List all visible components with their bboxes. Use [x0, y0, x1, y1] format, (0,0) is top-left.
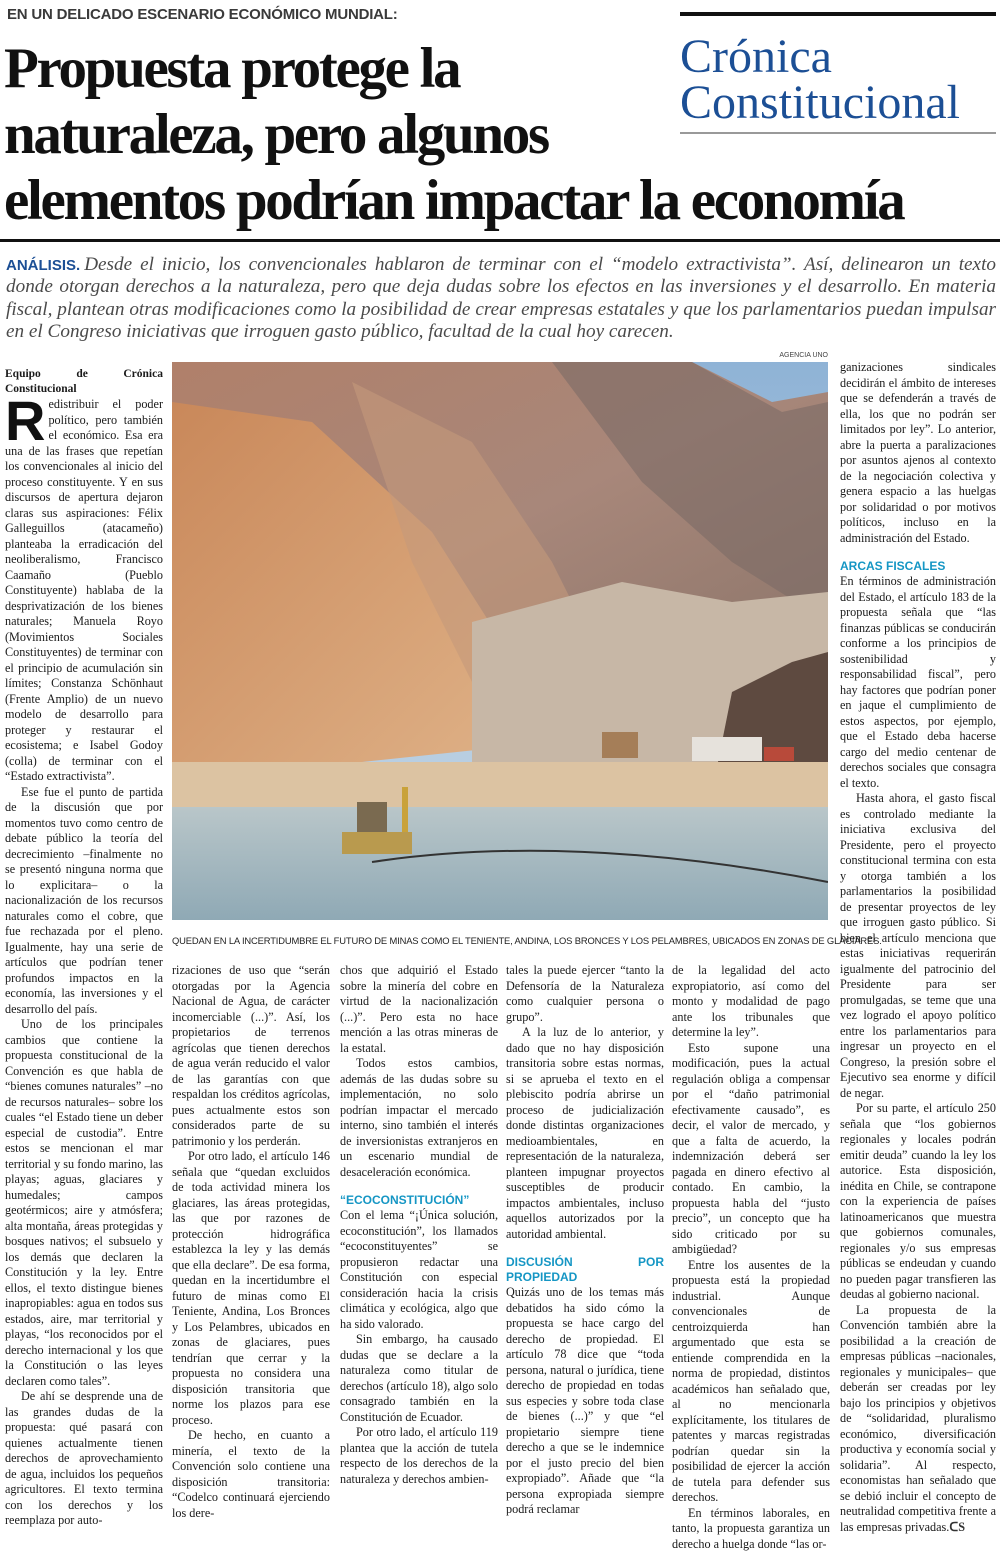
photo-credit: AGENCIA UNO [700, 352, 828, 359]
paragraph [340, 1056, 498, 1180]
paragraph [672, 1041, 830, 1258]
column-6 [840, 360, 996, 1535]
column-3 [340, 963, 498, 1487]
paragraph [5, 785, 163, 1018]
paragraph [672, 963, 830, 1041]
section-logo-line: Crónica [680, 34, 996, 80]
headline-line: elementos podrían impactar la economía [4, 168, 903, 234]
column-5 [672, 963, 830, 1552]
paragraph [340, 963, 498, 1056]
photo-mine-landscape [172, 362, 828, 920]
paragraph-text: En términos laborales, en tanto, la propuesta garantiza un derecho a huelga donde “las or- [672, 1506, 830, 1551]
paragraph [172, 1149, 330, 1428]
paragraph-text: La propuesta de la Convención también abre la posibilidad a la creación de empresas públicas –nacionales, regionales y municipales– que deberán ser creadas por ley bajo los principios y objetivos de “solidaridad, pluralismo económico, diversificación productiva y economía social y solidaria”. Al respecto, economistas han señalado que se debió incluir el concepto de neutralidad competitiva frente a las empresas privadas. [840, 1303, 996, 1534]
paragraph-text: Hasta ahora, el gasto fiscal es controlado mediante la iniciativa exclusiva del Presidente, pero el proyecto constitucional termina con esta y otorga también a los parlamentarios la posibilidad de presentar proyectos de ley que irroguen gasto público. Si bien el artículo menciona que estas iniciativas requerirán igualmente del patrocinio del Presidente para ser promulgadas, se teme que una vez logrado el apoyo político entre los parlamentarios para ingresar un proyecto en el Congreso, la presión sobre el Ejecutivo sea enorme y difícil de negar. [840, 791, 996, 1100]
paragraph-text: Por otro lado, el artículo 146 señala que “quedan excluidos de toda actividad minera los glaciares, las áreas protegidas, las que por razones de protección hidrográfica establezca la ley y las demás que ella declare”. De esa forma, quedan en la incertidumbre el futuro de minas como El Teniente, Andina, Los Bronces y Los Pelambres, ubicados en zonas de glaciares, pues tendrían que cerrar y la propuesta no considera una disposición transitoria que norme los plazos para ese proceso. [172, 1149, 330, 1427]
paragraph [506, 1285, 664, 1518]
paragraph-text: Ese fue el punto de partida de la discusión que por momentos tuvo como centro de debate público la teoría del decrecimiento –finalmente no se presentó ninguna norma que lo explicitara– o la nacionalización de los recursos naturales como el cobre, que fue rechazada por el pleno. Igualmente, hay una serie de artículos que podrían tener profundos impactos en la economía, las inversiones y el desarrollo del país. [5, 785, 163, 1016]
paragraph [840, 791, 996, 1101]
subheading: ARCAS FISCALES [840, 559, 996, 574]
paragraph-text: Por su parte, el artículo 250 señala que “los gobiernos regionales y locales podrán emitir deuda” cuando la ley los autorice. Esta disposición, inédita en Chile, se contrapone con la experiencia de países latinoamericanos que muestra que gobiernos comunales, regionales y/o sus empresas públicas se endeudan y cuando no pueden pagar transfieren las deudas al gobierno nacional. [840, 1101, 996, 1301]
paragraph [340, 1425, 498, 1487]
paragraph-text: Con el lema “¡Única solución, ecoconstitución”, los llamados “ecoconstituyentes” se propusieron redactar una Constitución con especial consideración hacia la crisis climática y ecológica, algo que ha sido valorado. [340, 1208, 498, 1331]
paragraph-text: rizaciones de uso que “serán otorgadas por la Agencia Nacional de Agua, de carácter incomerciable (...)”. Así, los propietarios de terrenos agrícolas que tienen derechos de agua verán reducido el valor de las garantías con que respaldan los créditos agrícolas, pues actualmente estos son considerados parte de su patrimonio y los perderán. [172, 963, 330, 1148]
section-logo-line: Constitucional [680, 80, 996, 126]
lead-label: ANÁLISIS. [6, 257, 80, 274]
lead-text: Desde el inicio, los convencionales hablaron de terminar con el “modelo extractivista”. Así, delinearon un texto donde otorgan derechos a la naturaleza, pero que deja dudas sobre los efectos en las inversiones y el desarrollo. En materia fiscal, plantean otras modificaciones como la posibilidad de crear empresas estatales y que los parlamentarios puedan impulsar en el Congreso iniciativas que irroguen gasto público, facultad de la cual hoy carecen. [6, 254, 996, 342]
subheading: DISCUSIÓN POR PROPIEDAD [506, 1255, 664, 1285]
headline-line: naturaleza, pero algunos [4, 102, 903, 168]
paragraph-text: Sin embargo, ha causado dudas que se declare a la naturaleza como titular de derechos (artículo 18), algo solo consagrado también en la Constitución de Ecuador. [340, 1332, 498, 1424]
paragraph [172, 963, 330, 1149]
paragraph [5, 1389, 163, 1529]
paragraph [340, 1332, 498, 1425]
paragraph-text: tales la puede ejercer “tanto la Defensoría de la Naturaleza como cualquier persona o grupo”. [506, 963, 664, 1024]
paragraph-text: En términos de administración del Estado, el artículo 183 de la propuesta señala que “las finanzas públicas se conducirán conforme a los principios de sostenibilidad y responsabilidad fiscal”, pero hay factores que podrían poner en jaque el cumplimiento de estos aspectos, por ejemplo, que el Estado deba hacerse cargo del medio centenar de derechos sociales que consagra el texto. [840, 574, 996, 790]
paragraph [840, 1303, 996, 1536]
lead-paragraph [6, 254, 996, 343]
paragraph-text: chos que adquirió el Estado sobre la minería del cobre en virtud de la nacionalización (...)”. Pero esta no hace mención a las otras mineras de la estatal. [340, 963, 498, 1055]
paragraph-text: Uno de los principales cambios que contiene la propuesta constitucional de la Convención es que habla de “bienes comunes naturales” –no de recursos naturales– sobre los cuales “el Estado tiene un deber especial de custodia”. Entre estos se mencionan el mar territorial y su fondo marino, las playas; aguas, glaciares y humedales; campos geotérmicos; aire y atmósfera; alta montaña, áreas protegidas y bosques nativos; el subsuelo y los demás que declaren la Constitución y la ley. Entre ellos, el texto distingue bienes inapropiables: agua en todos sus estados, aire, mar territorial y playas, “los reconocidos por el derecho internacional y los que la Constitución o las leyes declaren como tales”. [5, 1017, 163, 1388]
paragraph [506, 963, 664, 1025]
kicker: EN UN DELICADO ESCENARIO ECONÓMICO MUNDIAL: [7, 6, 398, 23]
paragraph-text: ganizaciones sindicales decidirán el ámbito de intereses que se defenderán a través de ella, los que no podrán ser limitados por ley”. Lo anterior, abre la puerta a paralizaciones por asuntos ajenos al contexto de la negociación colectiva y genera espacio a las huelgas por solidaridad o por motivos políticos, incluso en la administración del Estado. [840, 360, 996, 545]
photo-caption: QUEDAN EN LA INCERTIDUMBRE EL FUTURO DE MINAS COMO EL TENIENTE, ANDINA, LOS BRONCES Y LOS PELAMBRES, UBICADOS EN ZONAS DE GLACIARES. [172, 935, 832, 946]
paragraph-text: De hecho, en cuanto a minería, el texto de la Convención solo contiene una disposición transitoria: “Codelco continuará ejerciendo los dere- [172, 1428, 330, 1520]
paragraph [172, 1428, 330, 1521]
paragraph-text: De ahí se desprende una de las grandes dudas de la propuesta: qué pasará con quienes actualmente tienen derechos de aprovechamiento de agua, incluidos los pequeños agricultores. El texto termina con los derechos y los reemplaza por auto- [5, 1389, 163, 1527]
section-logo [680, 12, 996, 134]
paragraph-text: Quizás uno de los temas más debatidos ha sido cómo la propuesta se hace cargo del derecho de propiedad. El artículo 78 dice que “toda persona, natural o jurídica, tiene derecho de propiedad en todas sus especies y sobre toda clase de bienes (...)” y que “el propietario siempre tiene derecho a que se le indemnice por el justo precio del bien expropiado”. Añade que “la persona expropiada siempre podrá reclamar [506, 1285, 664, 1516]
paragraph [672, 1258, 830, 1506]
paragraph [5, 397, 163, 785]
column-2 [172, 963, 330, 1521]
paragraph-text: Todos estos cambios, además de las dudas sobre su implementación, no solo podrían impactar el mercado interno, sino también el interés de inversionistas extranjeros en un escenario mundial de desaceleración económica. [340, 1056, 498, 1179]
paragraph [840, 1101, 996, 1303]
column-4 [506, 963, 664, 1518]
divider [0, 239, 1000, 242]
paragraph-text: Entre los ausentes de la propuesta está la propiedad industrial. Aunque convencionales de centroizquierda han argumentado que esta se entiende comprendida en la norma de propiedad, distintos académicos han señalado que, al no mencionarla explícitamente, los titulares de patentes y marcas registradas podrían quedar sin la posibilidad de ejercer la acción de tutela para defender sus derechos. [672, 1258, 830, 1505]
headline-line: Propuesta protege la [4, 36, 903, 102]
paragraph [506, 1025, 664, 1242]
subheading: “ECOCONSTITUCIÓN” [340, 1193, 498, 1208]
paragraph [840, 360, 996, 546]
drop-cap: R [5, 399, 45, 443]
paragraph [340, 1208, 498, 1332]
paragraph-text: de la legalidad del acto expropiatorio, así como del monto y modalidad de pago ante los tribunales que determine la ley”. [672, 963, 830, 1039]
paragraph [672, 1506, 830, 1552]
end-mark-icon: ᑕЅ [949, 1520, 965, 1534]
paragraph-text: Esto supone una modificación, pues la actual regulación obliga a compensar por el “daño patrimonial efectivamente causado”, es decir, el valor de mercado, y que a falta de acuerdo, la indemnización deberá ser pagada en dinero efectivo al contado. En cambio, la propuesta habla del “justo precio”, un concepto que ha sido criticado por su ambigüedad? [672, 1041, 830, 1257]
paragraph [840, 574, 996, 791]
paragraph [5, 1017, 163, 1389]
paragraph-text: Por otro lado, el artículo 119 plantea que la acción de tutela respecto de los derechos de la naturaleza y derechos ambien- [340, 1425, 498, 1486]
paragraph-text: A la luz de lo anterior, y dado que no hay disposición transitoria sobre estas normas, si se aprueba el texto en el plebiscito podría abrirse un proceso de judicialización donde distintas organizaciones medioambientales, en representación de la naturaleza, planteen impugnar proyectos susceptibles de producir impactos ambientales, incluso aquellos autorizados por la autoridad ambiental. [506, 1025, 664, 1241]
byline: Equipo de Crónica Constitucional [5, 367, 163, 397]
column-1 [5, 367, 163, 1529]
paragraph-text: edistribuir el poder político, pero también el económico. Esa era una de las frases que repetían los convencionales al inicio del proceso constituyente. Y en sus discursos de apertura dejaron claras sus aspiraciones: Félix Galleguillos (atacameño) planteaba la erradicación del neoliberalismo, Francisco Caamaño (Pueblo Constituyente) hablaba de la desprivatización de los bienes naturales; Manuela Royo (Movimientos Sociales Constituyentes) de terminar con el principio de acumulación sin límites; Constanza Schönhaut (Frente Amplio) de un nuevo modelo de desarrollo para proteger y restaurar el ecosistema; e Isabel Godoy (colla) de terminar con el “Estado extractivista”. [5, 397, 163, 783]
